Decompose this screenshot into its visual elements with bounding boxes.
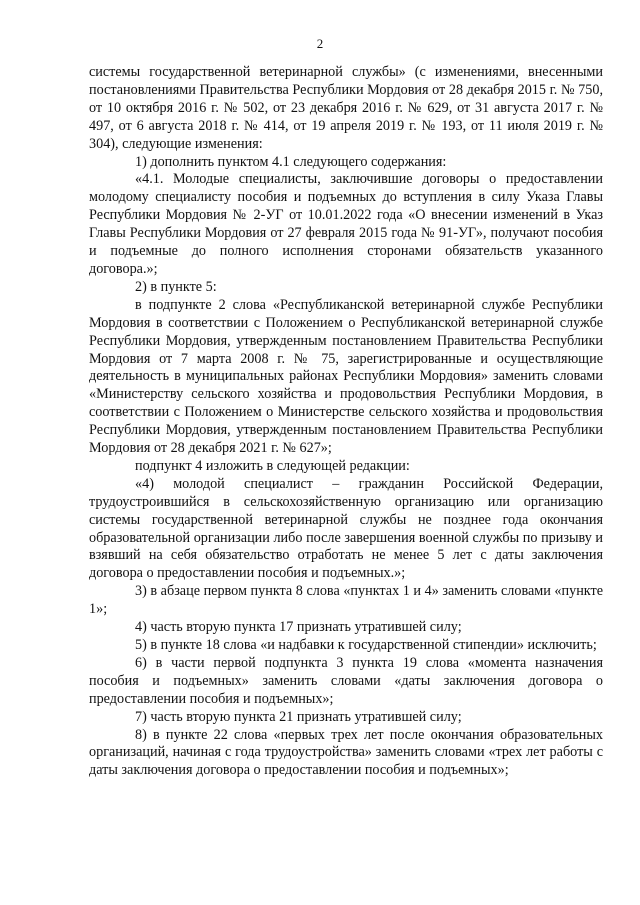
paragraph-item-5: 5) в пункте 18 слова «и надбавки к государственной стипендии» исключить; [135,637,597,653]
paragraph-item-3: 3) в абзаце первом пункта 8 слова «пунктах 1 и 4» заменить словами «пункте 1»; [89,583,603,618]
document-body [89,64,603,780]
paragraph-item-4-1-text: «4.1. Молодые специалисты, заключившие договоры о предоставлении молодому специалисту пособия и подъемных до вступления в силу Указа Главы Республики Мордовия № 2-УГ от 10.01.2022 года «О внесении изменений в Указ Главы Республики Мордовия от 27 февраля 2015 года № 91-УГ», получают пособия и подъемные до полного исполнения сторонами обязательств указанного договора.»; [89,171,603,277]
paragraph-subitem-4-text: «4) молодой специалист – гражданин Российской Федерации, трудоустроившийся в сельскохозяйственную организацию или организацию системы государственной ветеринарной службы не позднее года окончания образовательной организации либо после завершения военной службы по призыву и взявший на себя обязательство отработать не менее 5 лет с даты заключения договора о предоставлении пособия и подъемных.»; [89,475,603,582]
paragraph-item-4: 4) часть вторую пункта 17 признать утратившей силу; [135,619,462,636]
paragraph-subitem-4-intro: подпункт 4 изложить в следующей редакции: [135,457,410,474]
paragraph-item-6: 6) в части первой подпункта 3 пункта 19 слова «момента назначения пособия и подъемных» заменить словами «даты заключения договора о предоставлении пособия и подъемных»; [89,654,603,707]
paragraph-item-2: 2) в пункте 5: [135,278,217,295]
paragraph-intro: системы государственной ветеринарной службы» (с изменениями, внесенными постановлениями Правительства Республики Мордовия от 28 декабря 2015 г. № 750, от 10 октября 2016 г. № 502, от 23 декабря 2016 г. № 629, от 31 августа 2017 г. № 497, от 6 августа 2018 г. № 414, от 19 апреля 2019 г. № 193, от 11 июля 2019 г. № 304), следующие изменения: [89,64,603,152]
page-number: 2 [316,36,324,51]
paragraph-item-8: 8) в пункте 22 слова «первых трех лет после окончания образовательных организаций, начиная с года трудоустройства» заменить словами «трех лет работы с даты заключения договора о предоставлении пособия и подъемных»; [89,726,603,779]
paragraph-subitem-2: в подпункте 2 слова «Республиканской ветеринарной службе Республики Мордовия в соответствии с Положением о Республиканской ветеринарной службе Республики Мордовия, утвержденным постановлением Правительства Республики Мордовия от 7 марта 2008 г. № 75, зарегистрированные и осуществляющие деятельность в муниципальных районах Республики Мордовия» заменить словами «Министерству сельского хозяйства и продовольствия Республики Мордовия, в соответствии с Положением о Министерстве сельского хозяйства и продовольствия Республики Мордовия, утвержденным постановлением Правительства Республики Мордовия от 28 декабря 2021 г. № 627»; [89,296,603,457]
paragraph-item-1: 1) дополнить пунктом 4.1 следующего содержания: [135,153,447,170]
paragraph-item-7: 7) часть вторую пункта 21 признать утратившей силу; [135,708,462,725]
